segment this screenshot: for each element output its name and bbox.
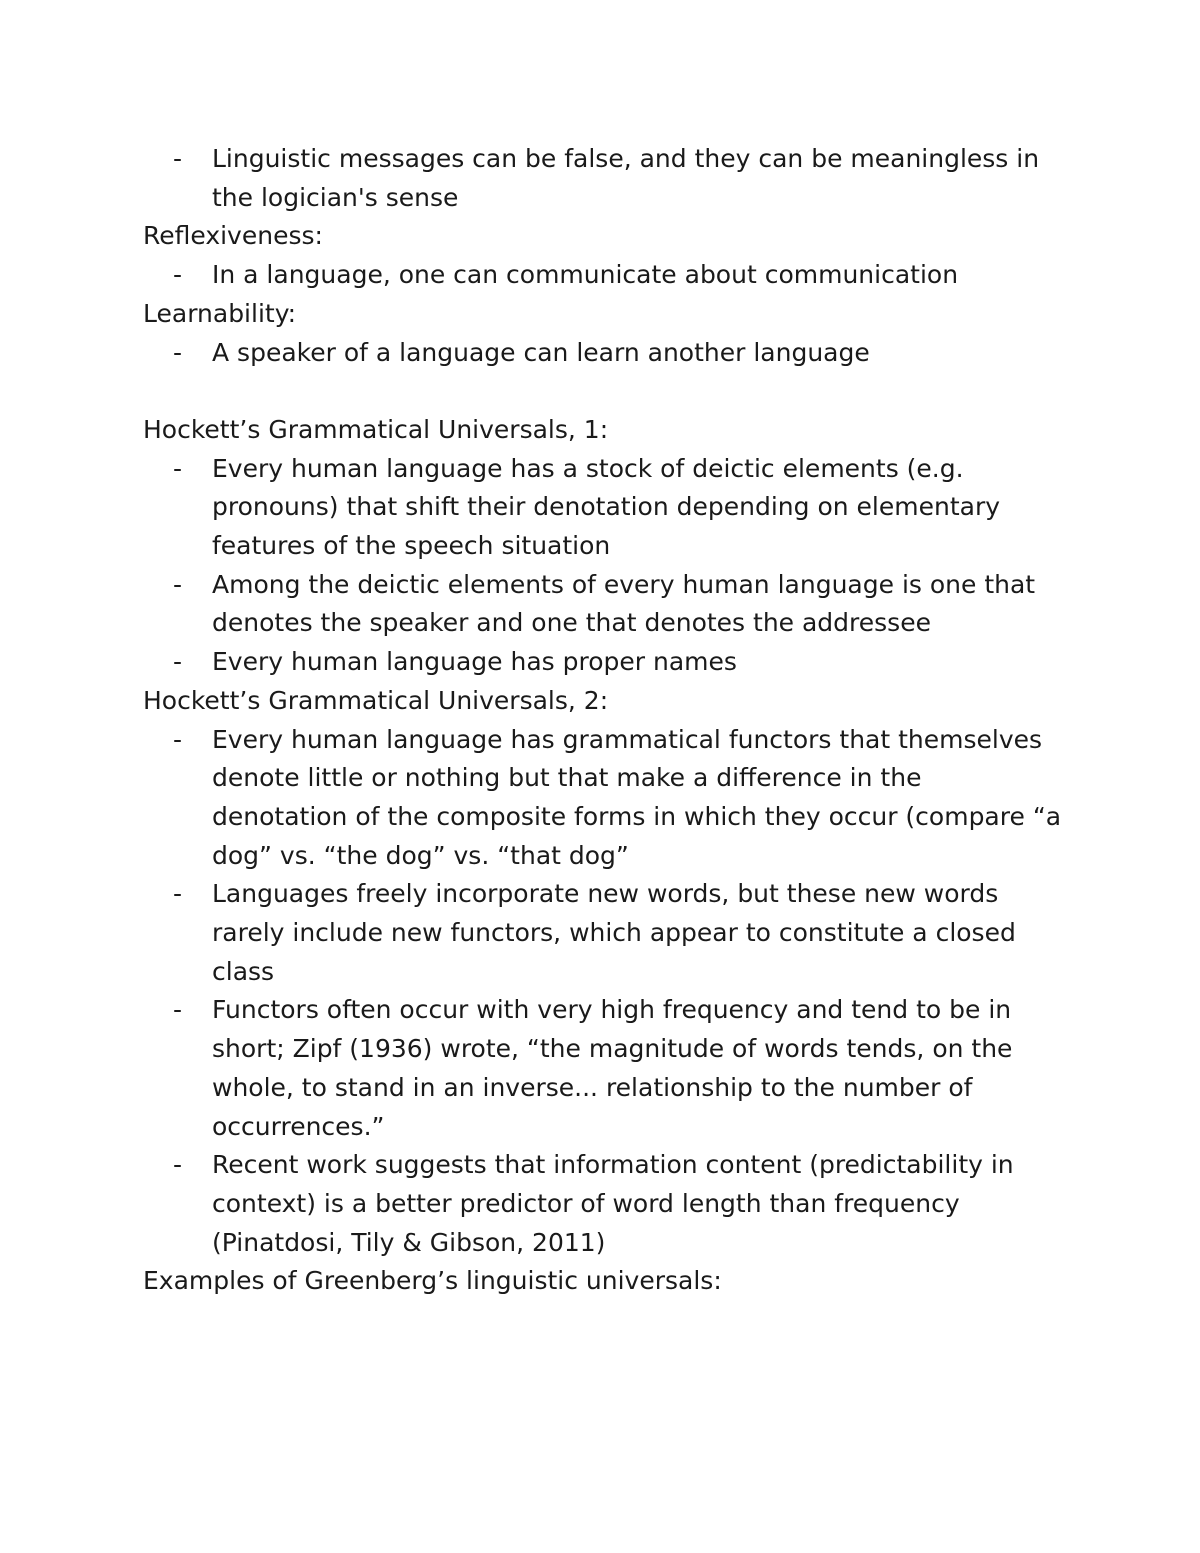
list-item	[143, 1146, 1063, 1262]
bullet-dash: -	[173, 1150, 183, 1180]
list-item-text: Every human language has grammatical functors that themselves denote little or nothing but that make a difference in the denotation of the composite forms in which they occur (compare “a dog” vs. “the dog” vs. “that dog”	[212, 724, 1062, 870]
list-item	[143, 140, 1063, 217]
bullet-dash: -	[173, 879, 183, 909]
list-item	[143, 643, 1063, 682]
section-heading: Reflexiveness:	[143, 221, 323, 251]
bullet-dash: -	[173, 144, 183, 173]
list-item	[143, 875, 1063, 991]
bullet-dash: -	[173, 337, 183, 367]
list-item	[143, 256, 1063, 295]
list-item	[143, 450, 1063, 566]
list-item-text: Among the deictic elements of every human language is one that denotes the speaker and one that denotes the addressee	[212, 569, 1036, 638]
bullet-dash: -	[173, 260, 183, 290]
list-item-text: Recent work suggests that information content (predictability in context) is a better predictor of word length than frequency (Pinatdosi, Tily & Gibson, 2011)	[212, 1150, 1014, 1257]
bullet-list	[143, 140, 1063, 217]
list-item	[143, 991, 1063, 1146]
list-item	[143, 566, 1063, 643]
bullet-dash: -	[173, 647, 183, 677]
blank-line	[143, 372, 1063, 411]
bullet-dash: -	[173, 724, 183, 754]
bullet-list	[143, 721, 1063, 1263]
bullet-dash: -	[173, 569, 183, 599]
list-item	[143, 721, 1063, 876]
list-item-text: Linguistic messages can be false, and they can be meaningless in the logician's sense	[212, 144, 1040, 212]
list-item-text: Every human language has proper names	[212, 647, 737, 677]
bullet-list	[143, 450, 1063, 682]
list-item-text: In a language, one can communicate about communication	[212, 260, 959, 290]
bullet-dash: -	[173, 995, 183, 1025]
list-item	[143, 334, 1063, 373]
section-heading: Learnability:	[143, 298, 297, 328]
bullet-list	[143, 256, 1063, 295]
list-item-text: A speaker of a language can learn another language	[212, 337, 870, 367]
document-page	[143, 140, 1063, 1301]
section-heading: Examples of Greenberg’s linguistic universals:	[143, 1266, 722, 1296]
list-item-text: Functors often occur with very high frequency and tend to be in short; Zipf (1936) wrote, “the magnitude of words tends, on the whole, to stand in an inverse... relationship to the number of occurrences.”	[212, 995, 1013, 1141]
bullet-list	[143, 334, 1063, 373]
bullet-dash: -	[173, 453, 183, 483]
section-heading: Hockett’s Grammatical Universals, 2:	[143, 685, 609, 715]
section-heading: Hockett’s Grammatical Universals, 1:	[143, 414, 609, 444]
list-item-text: Every human language has a stock of deictic elements (e.g. pronouns) that shift their denotation depending on elementary features of the speech situation	[212, 453, 1001, 561]
list-item-text: Languages freely incorporate new words, but these new words rarely include new functors, which appear to constitute a closed class	[212, 879, 1016, 986]
